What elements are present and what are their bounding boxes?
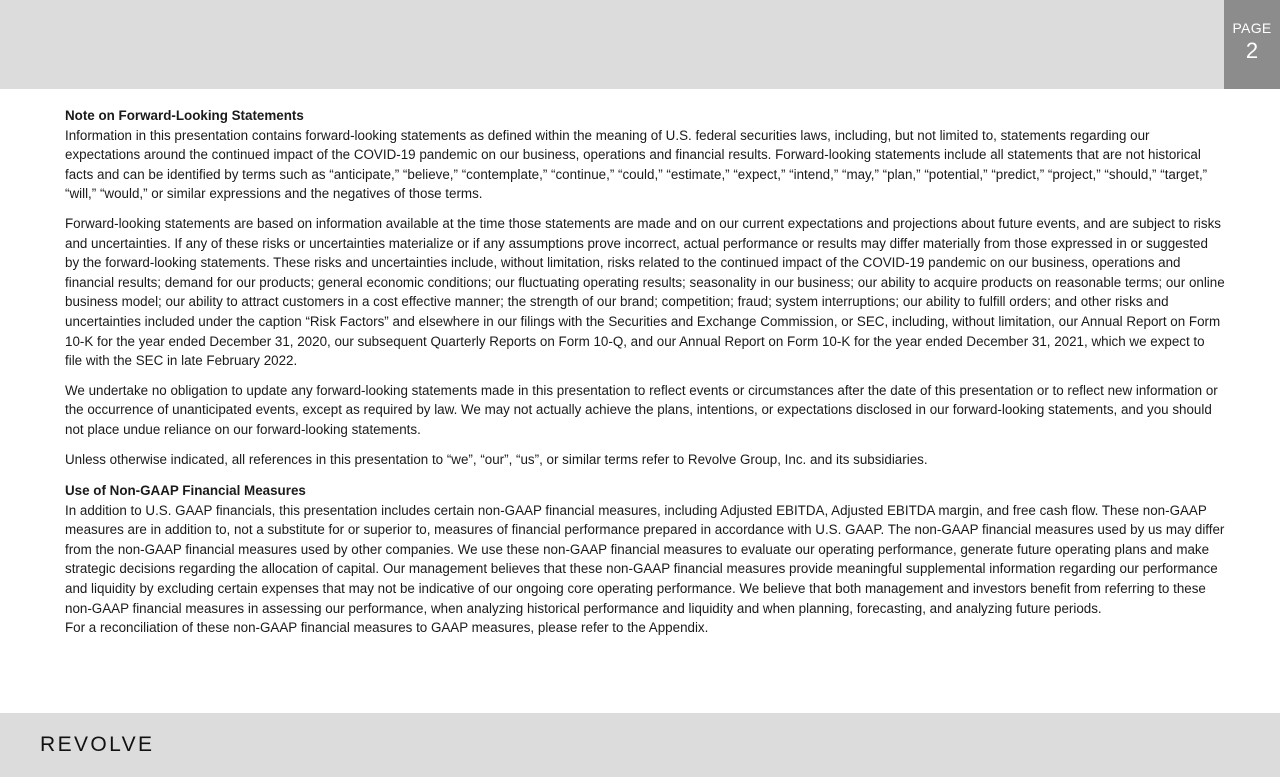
non-gaap-paragraph-2: For a reconciliation of these non-GAAP financial measures to GAAP measures, please refer to the Appendix. [65, 620, 709, 636]
forward-looking-paragraph-3: We undertake no obligation to update any forward-looking statements made in this presentation to reflect events or circumstances after the date of this presentation or to reflect new information or the occurrence of unanticipated events, except as required by law. We may not actually achieve the plans, intentions, or expectations disclosed in our forward-looking statements, and you should not place undue reliance on our forward-looking statements. [65, 382, 1218, 437]
forward-looking-paragraph-4: Unless otherwise indicated, all references in this presentation to “we”, “our”, “us”, or similar terms refer to Revolve Group, Inc. and its subsidiaries. [65, 451, 928, 467]
non-gaap-paragraph-1: In addition to U.S. GAAP financials, this presentation includes certain non-GAAP financial measures, including Adjusted EBITDA, Adjusted EBITDA margin, and free cash flow. These non-GAAP measures are in addition to, not a substitute for or superior to, measures of financial performance prepared in accordance with U.S. GAAP. The non-GAAP financial measures used by us may differ from the non-GAAP financial measures used by other companies. We use these non-GAAP financial measures to evaluate our operating performance, generate future operating plans and make strategic decisions regarding the allocation of capital. Our management believes that these non-GAAP financial measures provide meaningful supplemental information regarding our performance and liquidity by excluding certain expenses that may not be indicative of our ongoing core operating performance. We believe that both management and investors benefit from referring to these non-GAAP financial measures in assessing our performance, when analyzing historical performance and liquidity and when planning, forecasting, and analyzing future periods. [65, 502, 1225, 616]
forward-looking-paragraph-2: Forward-looking statements are based on information available at the time those statements are made and on our current expectations and projections about future events, and are subject to risks and uncertainties. If any of these risks or uncertainties materialize or if any assumptions prove incorrect, actual performance or results may differ materially from those expressed in or suggested by the forward-looking statements. These risks and uncertainties include, without limitation, risks related to the continued impact of the COVID-19 pandemic on our business, operations and financial results; demand for our products; general economic conditions; our fluctuating operating results; seasonality in our business; our ability to acquire products on reasonable terms; our online business model; our ability to attract customers in a cost effective manner; the strength of our brand; competition; fraud; system interruptions; our ability to fulfill orders; and other risks and uncertainties included under the caption “Risk Factors” and elsewhere in our filings with the Securities and Exchange Commission, or SEC, including, without limitation, our Annual Report on Form 10-K for the year ended December 31, 2020, our subsequent Quarterly Reports on Form 10-Q, and our Annual Report on Form 10-K for the year ended December 31, 2021, which we expect to file with the SEC in late February 2022. [65, 215, 1225, 369]
page-label: PAGE [1232, 20, 1272, 36]
header-band [0, 0, 1280, 89]
revolve-logo: REVOLVE [40, 733, 155, 756]
non-gaap-heading: Use of Non-GAAP Financial Measures [65, 483, 306, 499]
page-indicator [1224, 0, 1280, 89]
page-number: 2 [1245, 38, 1259, 63]
forward-looking-heading: Note on Forward-Looking Statements [65, 108, 304, 123]
forward-looking-paragraph-1: Information in this presentation contains forward-looking statements as defined within the meaning of U.S. federal securities laws, including, but not limited to, statements regarding our expectations around the continued impact of the COVID-19 pandemic on our business, operations and financial results. Forward-looking statements include all statements that are not historical facts and can be identified by terms such as “anticipate,” “believe,” “contemplate,” “continue,” “could,” “estimate,” “expect,” “intend,” “may,” “plan,” “potential,” “predict,” “project,” “should,” “target,” “will,” “would,” or similar expressions and the negatives of those terms. [65, 127, 1208, 202]
disclaimer-content [65, 106, 1225, 638]
footer-band [0, 713, 1280, 777]
